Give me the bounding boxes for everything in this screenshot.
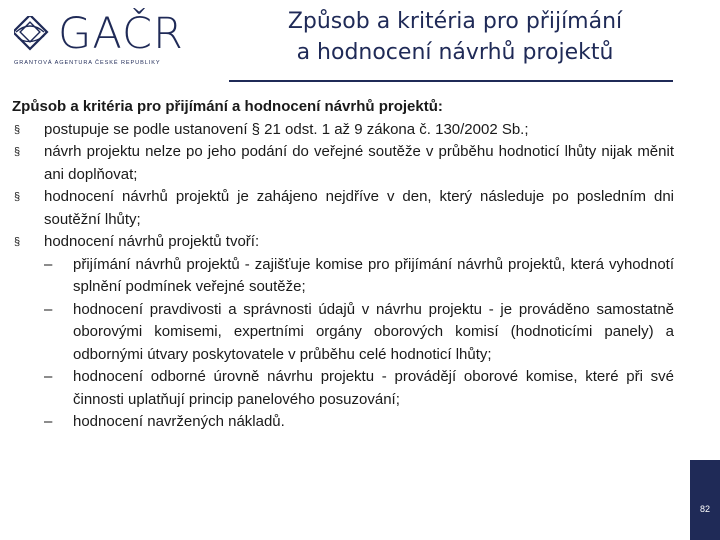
sub-list-item-text: hodnocení pravdivosti a správnosti údajů v návrhu projektu - je prováděno samostatně oborovými komisemi, expertními orgány oborových komisí (hodnoticími panely) a odbornými útvary poskytovatele v průběhu celé hodnoticí lhůty;	[73, 300, 674, 363]
page-number-box	[690, 460, 720, 540]
logo-subtitle: GRANTOVÁ AGENTURA ČESKÉ REPUBLIKY	[14, 60, 161, 66]
list-item-text: návrh projektu nelze po jeho podání do veřejné soutěže v průběhu hodnoticí lhůty nijak měnit ani doplňovat;	[44, 143, 674, 183]
section-bullet-icon: §	[14, 191, 21, 203]
list-item	[12, 186, 674, 231]
list-item	[12, 119, 674, 142]
sub-list-item	[44, 366, 674, 411]
list-item-text: hodnocení návrhů projektů tvoří:	[44, 233, 260, 250]
header-divider	[229, 80, 673, 82]
sub-list-item-text: hodnocení odborné úrovně návrhu projektu - provádějí oborové komise, které při své činnosti uplatňují princip panelového posuzování;	[73, 368, 674, 408]
gacr-logo	[14, 9, 186, 72]
logo-wordmark: GAČR	[58, 9, 184, 59]
dash-bullet-icon: –	[44, 300, 53, 318]
slide-title	[230, 6, 680, 68]
slide-body	[12, 96, 674, 434]
section-bullet-icon: §	[14, 146, 21, 158]
slide-title-line1: Způsob a kritéria pro přijímání	[287, 9, 623, 34]
page-number: 82	[699, 504, 710, 514]
sub-list-item	[44, 254, 674, 299]
sub-list	[44, 254, 674, 434]
list-item-text: hodnocení návrhů projektů je zahájeno nejdříve v den, který následuje po posledním dni soutěžní lhůty;	[44, 188, 674, 228]
list-item	[12, 231, 674, 434]
section-bullet-icon: §	[14, 123, 21, 136]
bullet-list	[12, 119, 674, 434]
dash-bullet-icon: –	[44, 255, 53, 273]
slide-title-line2: a hodnocení návrhů projektů	[296, 40, 614, 65]
section-heading: Způsob a kritéria pro přijímání a hodnocení návrhů projektů:	[12, 98, 443, 115]
section-bullet-icon: §	[14, 236, 21, 248]
list-item	[12, 141, 674, 186]
sub-list-item-text: hodnocení navržených nákladů.	[73, 413, 285, 430]
list-item-text: postupuje se podle ustanovení § 21 odst. 1 až 9 zákona č. 130/2002 Sb.;	[44, 120, 529, 138]
dash-bullet-icon: –	[44, 368, 53, 385]
sub-list-item-text: přijímání návrhů projektů - zajišťuje komise pro přijímání návrhů projektů, která vyhodnotí splnění podmínek veřejné soutěže;	[73, 255, 674, 295]
dash-bullet-icon: –	[44, 413, 53, 430]
sub-list-item	[44, 411, 674, 434]
gacr-emblem-icon	[14, 16, 52, 54]
sub-list-item	[44, 299, 674, 367]
